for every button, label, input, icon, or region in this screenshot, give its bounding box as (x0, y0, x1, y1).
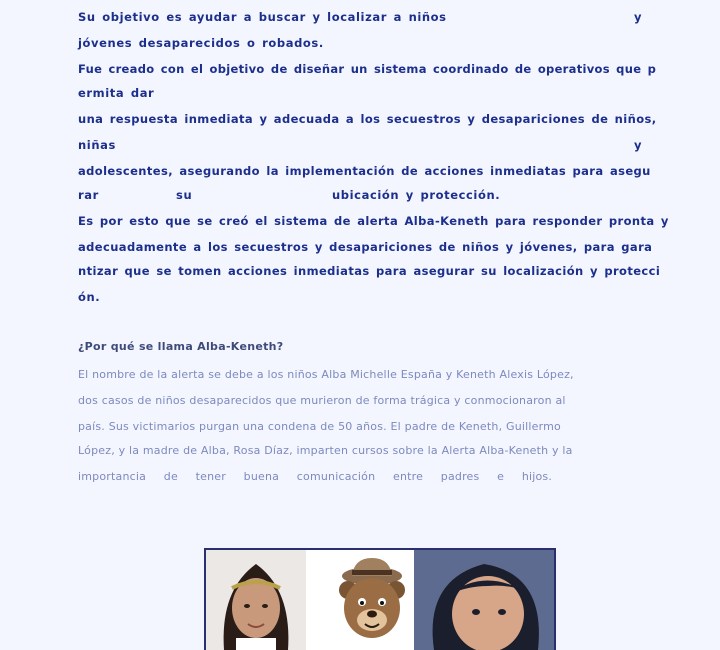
text-line: ermita dar (78, 86, 155, 100)
text-line: ubicación y protección. (332, 188, 501, 202)
mascot-bear-icon (324, 554, 420, 650)
text-line: niñas (78, 138, 116, 152)
section-heading: ¿Por qué se llama Alba-Keneth? (78, 340, 284, 353)
text-line: dos casos de niños desaparecidos que murieron de forma trágica y conmocionaron al (78, 394, 566, 407)
boy-portrait-icon (414, 550, 554, 650)
text-line: y (634, 138, 643, 152)
text-line: importancia de tener buena comunicación entre padres e hijos. (78, 470, 553, 483)
text-line: una respuesta inmediata y adecuada a los secuestros y desapariciones de niños, (78, 112, 657, 126)
text-line: adecuadamente a los secuestros y desapariciones de niños y jóvenes, para gara (78, 240, 653, 254)
text-line: adolescentes, asegurando la implementación de acciones inmediatas para asegu (78, 164, 651, 178)
text-line: ntizar que se tomen acciones inmediatas para asegurar su localización y protecci (78, 264, 661, 278)
text-line: ón. (78, 290, 101, 304)
boy-photo (414, 550, 554, 650)
text-line: Su objetivo es ayudar a buscar y localizar a niños (78, 10, 447, 24)
text-line: López, y la madre de Alba, Rosa Díaz, imparten cursos sobre la Alerta Alba-Keneth y la (78, 444, 573, 457)
text-line: país. Sus victimarios purgan una condena de 50 años. El padre de Keneth, Guillermo (78, 420, 561, 433)
text-line: y (634, 10, 643, 24)
text-line: Es por esto que se creó el sistema de alerta Alba-Keneth para responder pronta y (78, 214, 669, 228)
text-line: Fue creado con el objetivo de diseñar un sistema coordinado de operativos que p (78, 62, 657, 76)
text-line: jóvenes desaparecidos o robados. (78, 36, 324, 50)
text-line: su (176, 188, 193, 202)
girl-photo (206, 550, 306, 650)
text-line: rar (78, 188, 99, 202)
text-line: El nombre de la alerta se debe a los niños Alba Michelle España y Keneth Alexis López, (78, 368, 574, 381)
girl-portrait-icon (206, 550, 306, 650)
alert-photo (204, 548, 556, 650)
